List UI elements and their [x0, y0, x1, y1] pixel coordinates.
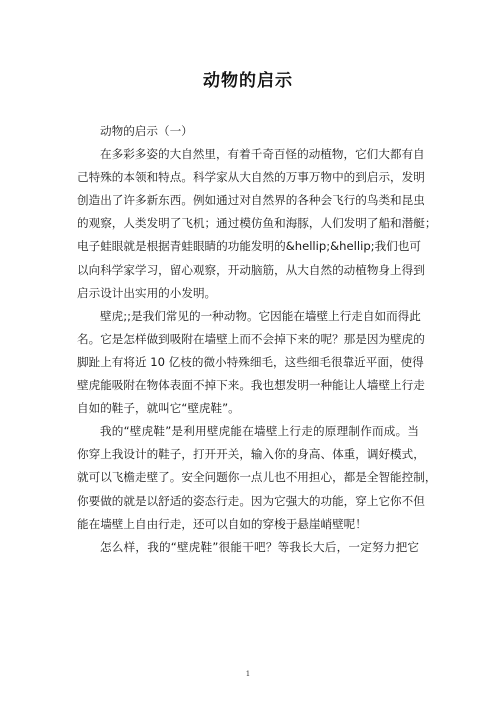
paragraph-line: 壁虎;;是我们常见的一种动物。它因能在墙壁上行走自如而得此 [100, 308, 421, 323]
section-heading: 动物的启示（一） [100, 124, 193, 138]
paragraph-line: 创造出了许多新东西。例如通过对自然界的各种会飞行的鸟类和昆虫 [77, 193, 425, 208]
paragraph-line: 你要做的就是以舒适的姿态行走。因为它强大的功能，穿上它你不但 [77, 493, 425, 508]
document-title: 动物的启示 [203, 71, 293, 91]
paragraph-line: 脚趾上有将近 10 亿枝的微小特殊细毛，这些细毛很靠近平面，使得 [77, 354, 424, 369]
paragraph-line: 就可以飞檐走壁了。安全问题你一点儿也不用担心，都是全智能控制， [77, 470, 437, 485]
paragraph-line: 能在墙壁上自由行走，还可以自如的穿梭于悬崖峭壁呢！ [77, 516, 367, 531]
paragraph-line: 壁虎能吸附在物体表面不掉下来。我也想发明一种能让人墙壁上行走 [77, 378, 425, 393]
document-body [77, 120, 437, 559]
paragraph-line: 我的“壁虎鞋”是利用壁虎能在墙壁上行走的原理制作而成。当 [100, 424, 419, 439]
paragraph-line: 名。它是怎样做到吸附在墙壁上而不会掉下来的呢？那是因为壁虎的 [77, 331, 425, 346]
paragraph-line: 以向科学家学习，留心观察，开动脑筋，从大自然的动植物身上得到 [77, 262, 425, 277]
paragraph-line: 在多彩多姿的大自然里，有着千奇百怪的动植物，它们大都有自 [100, 147, 425, 162]
paragraph-line: 你穿上我设计的鞋子，打开开关，输入你的身高、体重，调好模式， [77, 447, 425, 462]
paragraph-line: 怎么样，我的“壁虎鞋”很能干吧？等我长大后，一定努力把它 [100, 539, 419, 554]
page-number: 1 [245, 670, 251, 678]
paragraph-line: 电子蛙眼就是根据青蛙眼睛的功能发明的&hellip;&hellip;我们也可 [77, 239, 421, 254]
paragraph-line: 启示设计出实用的小发明。 [77, 285, 217, 300]
paragraph-line: 自如的鞋子，就叫它“壁虎鞋”。 [77, 401, 240, 416]
paragraph-line: 己特殊的本领和特点。科学家从大自然的万事万物中的到启示，发明 [77, 170, 425, 185]
paragraph-line: 的观察，人类发明了飞机；通过模仿鱼和海豚，人们发明了船和潜艇； [77, 216, 437, 231]
